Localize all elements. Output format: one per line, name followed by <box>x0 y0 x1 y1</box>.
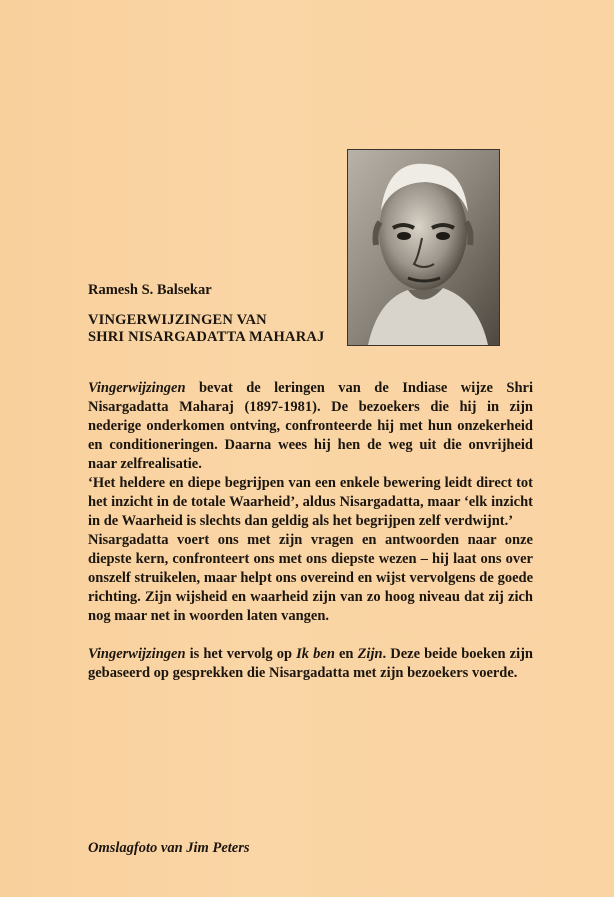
paragraph-text: bevat de leringen van de Indiase wijze Shri Nisargadatta Maharaj (1897-1981). De bezoekers die hij in zijn nederige onderkomen ontving, confronteerde hij met hun onzekerheid en conditioneringen. Daarna wees hij hen de weg uit die onvrijheid naar zelfrealisatie. <box>88 380 533 472</box>
book-title-italic: Vingerwijzingen <box>88 646 186 662</box>
book-title-italic: Vingerwijzingen <box>88 380 186 396</box>
portrait-illustration <box>348 150 499 345</box>
paragraph-text: en <box>334 646 358 662</box>
blurb-paragraph <box>88 645 533 683</box>
blurb-paragraph <box>88 379 533 474</box>
book-title <box>88 312 324 346</box>
book-title-italic: Ik ben <box>296 646 335 662</box>
book-title-italic: Zijn <box>357 646 383 662</box>
author-portrait-photo <box>347 149 500 346</box>
blurb-paragraph: Nisargadatta voert ons met zijn vragen en antwoorden naar onze diepste kern, confronteert ons met ons diepste wezen – hij laat ons over onszelf struikelen, maar helpt ons overeind en wijst vervolgens de goede richting. Zijn wijsheid en waarheid zijn van zo hoog niveau dat zij zich nog maar net in woorden laten vangen. <box>88 532 533 624</box>
paragraph-text: is het vervolg op <box>185 646 297 662</box>
paragraph-text: . Deze beide boeken zijn gebaseerd op gesprekken die Nisargadatta met zijn bezoekers voerde. <box>88 646 533 681</box>
blurb-text <box>88 379 533 683</box>
photo-credit: Omslagfoto van Jim Peters <box>88 840 250 856</box>
author-name: Ramesh S. Balsekar <box>88 282 212 298</box>
book-title-line: SHRI NISARGADATTA MAHARAJ <box>88 329 325 345</box>
book-title-line: VINGERWIJZINGEN VAN <box>88 312 267 328</box>
blurb-paragraph: ‘Het heldere en diepe begrijpen van een enkele bewering leidt direct tot het inzicht in de totale Waarheid’, aldus Nisargadatta, maar ‘elk inzicht in de Waarheid is slechts dan geldig als het begrijpen zelf verdwijnt.’ <box>88 475 533 529</box>
